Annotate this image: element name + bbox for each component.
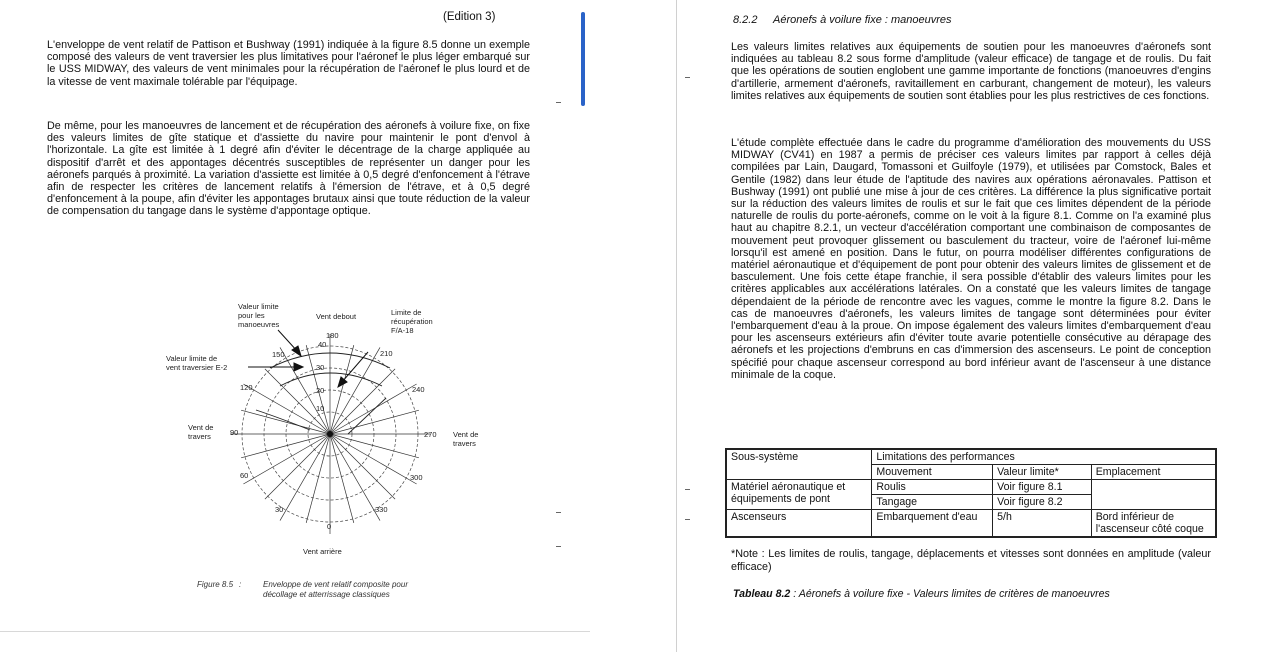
table-cell: Ascenseurs — [726, 510, 872, 538]
table-note: *Note : Les limites de roulis, tangage, déplacements et vitesses sont données en amplitude (valeur efficace) — [731, 548, 1211, 573]
label-limite-manoeuvres-1: Valeur limite — [238, 302, 279, 311]
angle-240: 240 — [412, 385, 425, 394]
table-cell: Bord inférieur de l'ascenseur côté coque — [1091, 510, 1216, 538]
label-travers-right-2: travers — [453, 439, 476, 448]
table-header-cell: Emplacement — [1091, 465, 1216, 480]
wind-envelope-figure — [160, 298, 500, 568]
table-header-cell: Sous-système — [726, 449, 872, 480]
table-caption-text: : Aéronefs à voilure fixe - Valeurs limites de critères de manoeuvres — [790, 588, 1110, 600]
angle-300: 300 — [410, 473, 423, 482]
table-row — [726, 480, 1216, 495]
angle-270: 270 — [424, 430, 437, 439]
speed-10: 10 — [316, 404, 325, 413]
radial-line — [330, 434, 354, 523]
left-page — [0, 0, 590, 632]
speed-30: 30 — [316, 363, 325, 372]
label-travers-right-1: Vent de — [453, 430, 479, 439]
table-cell: Roulis — [872, 480, 993, 495]
label-traversier-1: Valeur limite de — [166, 354, 218, 363]
angle-180: 180 — [326, 331, 339, 340]
label-travers-left-2: travers — [188, 432, 211, 441]
table-cell — [1091, 480, 1216, 510]
label-travers-left-1: Vent de — [188, 423, 214, 432]
wind-envelope-diagram — [160, 298, 500, 568]
label-limite-manoeuvres-3: manoeuvres — [238, 320, 280, 329]
radial-line — [265, 434, 330, 499]
label-limite-recup-2: récupération — [391, 317, 433, 326]
angle-30: 30 — [275, 505, 284, 514]
angle-210: 210 — [380, 349, 393, 358]
figure-caption-separator: : — [239, 580, 242, 589]
edition-label: (Edition 3) — [443, 11, 496, 23]
label-vent-arriere: Vent arrière — [303, 547, 342, 556]
figure-caption-line2: décollage et atterrissage classiques — [263, 590, 390, 599]
angle-150: 150 — [272, 350, 285, 359]
margin-mark — [556, 102, 561, 103]
radial-line — [330, 434, 395, 499]
angle-90: 90 — [230, 428, 239, 437]
angle-330: 330 — [375, 505, 388, 514]
left-paragraph-1: L'enveloppe de vent relatif de Pattison et Bushway (1991) indiquée à la figure 8.5 donne un exemple composé des valeurs de vent traversier les plus limitatives pour l'aéronef le plus léger embarqué sur le USS MIDWAY, des valeurs de vent minimales pour la récupération de l'aéronef le plus lourd et de la vitesse de vent maximale tolérable par l'équipage. — [47, 39, 530, 88]
radial-line — [330, 384, 417, 434]
label-limite-manoeuvres-2: pour les — [238, 311, 265, 320]
radial-line — [330, 434, 419, 458]
radial-line — [241, 410, 330, 434]
right-page — [676, 0, 1288, 652]
margin-mark — [685, 77, 690, 78]
label-traversier-2: vent traversier E-2 — [166, 363, 228, 372]
right-paragraph-1: Les valeurs limites relatives aux équipements de soutien pour les manoeuvres d'aéronefs sont indiquées au tableau 8.2 sous forme d'amplitude (valeur efficace) de tangage et de roulis. Du fait que les opérations de soutien englobent une gamme importante de fonctions (manoeuvres d'engins d'artillerie, armement d'aéronefs, ravitaillement en carburant, changement de moteur), les valeurs limites relatives aux équipements de soutien sont établies pour les plus restrictives de ces fonctions. — [731, 41, 1211, 102]
table-cell: Voir figure 8.1 — [993, 480, 1092, 495]
angle-120: 120 — [240, 383, 253, 392]
margin-mark — [685, 519, 690, 520]
right-paragraph-2: L'étude complète effectuée dans le cadre du programme d'amélioration des mouvements du USS MIDWAY (CV41) en 1987 a permis de préciser ces valeurs limites par rapport à celles déjà compilées par Lain, Daugard, Tomassoni et Guilfoyle (1979), et utilisées par Comstock, Bales et Gentile (1982) dans leur étude de l'aptitude des navires aux opérations aéronavales. Pattison et Bushway (1991) ont publié une mise à jour de ces critères. La différence la plus significative portait sur la réduction des valeurs limites de roulis et sur le fait que ces limites dépendent de la période naturelle de roulis du porte-aéronefs, comme on le voit à la figure 8.1. Comme on l'a examiné plus haut au chapitre 8.2.1, un vecteur d'accélération comportant une combinaison de composantes de mouvement peut provoquer glissement ou basculement du tracteur, voire de l'aéronef lui-même lorsqu'il est amené en position. Dans le futur, on pourra modéliser différentes configurations de matériel aéronautique et d'équipement de pont pour obtenir des valeurs limites de glissement et de basculement. Une fois cette étape franchie, il sera possible d'établir des valeurs limites pour les critères applicables aux accélérations latérales. On a constaté que les valeurs limites de tangage dépendaient de la période de rencontre avec les vagues, comme le montre la figure 8.2. Dans le cas de manoeuvres d'aéronefs, les valeurs limites de tangage sont déterminées pour éviter l'embarquement d'eau à la proue. On impose également des valeurs limites d'embarquement d'eau pour les ascenseurs extérieurs afin d'éviter toute avarie potentielle consécutive au dérapage des aéronefs et les projections d'embruns en cas d'immersion des ascenseurs. Le point de conception spécifié pour chaque ascenseur correspond au bord inférieur avant de l'ascenseur à une distance minimale de la coque. — [731, 137, 1211, 381]
table-row — [726, 449, 1216, 465]
scroll-indicator[interactable] — [581, 12, 585, 106]
table-header-cell: Mouvement — [872, 465, 993, 480]
table-cell: Embarquement d'eau — [872, 510, 993, 538]
radial-line — [330, 369, 395, 434]
angle-0: 0 — [327, 522, 332, 531]
margin-mark — [556, 546, 561, 547]
margin-mark — [685, 489, 690, 490]
radial-line — [306, 434, 330, 523]
table-cell: Voir figure 8.2 — [993, 495, 1092, 510]
table-cell: Matériel aéronautique et équipements de pont — [726, 480, 872, 510]
polar-center — [327, 431, 333, 437]
radial-line — [330, 345, 354, 434]
table-header-cell: Limitations des performances — [872, 449, 1216, 465]
label-limite-recup-3: F/A-18 — [391, 326, 414, 335]
angle-60: 60 — [240, 471, 249, 480]
speed-20: 20 — [316, 386, 325, 395]
table-row — [726, 510, 1216, 538]
label-vent-debout: Vent debout — [316, 312, 357, 321]
speed-40: 40 — [318, 340, 327, 349]
table-caption — [733, 588, 1110, 600]
figure-caption-label: Figure 8.5 — [197, 580, 234, 589]
radial-line — [330, 410, 419, 434]
radial-line — [241, 434, 330, 458]
table-cell: Tangage — [872, 495, 993, 510]
figure-caption-line1: Enveloppe de vent relatif composite pour — [263, 580, 408, 589]
section-heading — [733, 14, 952, 26]
table-caption-label: Tableau 8.2 — [733, 588, 791, 600]
left-paragraph-2: De même, pour les manoeuvres de lancement et de récupération des aéronefs à voilure fixe, on fixe des valeurs limites de gîte statique et d'assiette du navire pour maintenir le pont d'envol à l'horizontale. La gîte est limitée à 1 degré afin d'éviter le décentrage de la charge appliquée au dispositif d'arrêt et des appontages décentrés susceptibles de représenter un danger pour les aéronefs parqués à proximité. La variation d'assiette est limitée à 0,5 degré d'enfoncement à l'étrave afin de respecter les critères de lancement relatifs à l'émersion de l'étrave, et à 0,5 degré d'enfoncement à la poupe, afin d'éviter les appontages brutaux ainsi que toute réduction de la valeur de compensation du tangage dans le système d'appontage optique. — [47, 120, 530, 218]
section-title: Aéronefs à voilure fixe : manoeuvres — [773, 14, 952, 26]
table-cell: 5/h — [993, 510, 1092, 538]
performance-table — [725, 448, 1217, 538]
table-header-cell: Valeur limite* — [993, 465, 1092, 480]
label-limite-recup-1: Limite de — [391, 308, 422, 317]
section-number: 8.2.2 — [733, 14, 758, 26]
margin-mark — [556, 512, 561, 513]
figure-caption — [197, 580, 408, 600]
